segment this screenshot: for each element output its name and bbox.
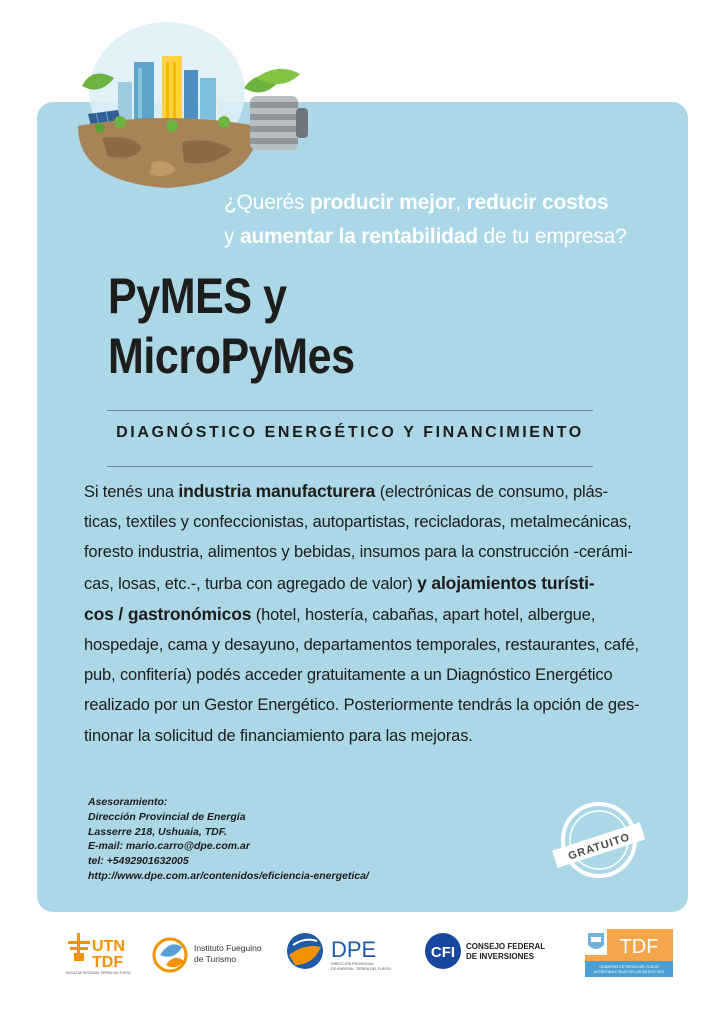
body-line: tinonar la solicitud de financiamiento para las mejoras. <box>84 726 473 745</box>
title-line-2: MicroPyMes <box>108 328 355 384</box>
body-line: cos / gastronómicos (hotel, hostería, cabañas, apart hotel, albergue, <box>84 603 596 624</box>
tdf-text: TDF <box>92 954 124 971</box>
question-line-2: y aumentar la rentabilidad de tu empresa? <box>224 225 627 248</box>
dpe-subtext-2: DE ENERGÍA - TIERRA DEL FUEGO <box>331 967 391 971</box>
body-line: pub, confitería) podés acceder gratuitamente a un Diagnóstico Energético <box>84 666 613 685</box>
contact-email: E-mail: mario.carro@dpe.com.ar <box>88 840 250 853</box>
iftur-text-1: Instituto Fueguino <box>194 943 262 953</box>
contact-info <box>88 795 428 884</box>
utn-logo <box>64 925 134 981</box>
utn-subtext: FACULTAD REGIONAL TIERRA DEL FUEGO <box>66 971 131 975</box>
tdf-text: TDF <box>619 936 659 958</box>
sponsor-logos <box>0 925 724 985</box>
stamp-label: GRATUITO <box>566 831 632 863</box>
body-line: Si tenés una industria manufacturera (electrónicas de consumo, plás- <box>84 481 608 501</box>
lightbulb-city-illustration <box>72 22 312 194</box>
utn-text: UTN <box>92 938 125 955</box>
question-line-1: ¿Querés producir mejor, reducir costos <box>224 191 609 214</box>
contact-phone: tel: +5492901632005 <box>88 855 189 868</box>
title-line-1: PyMES y <box>108 268 287 324</box>
divider-top <box>107 410 593 411</box>
contact-url: http://www.dpe.com.ar/contenidos/eficiencia-energetica/ <box>88 869 369 882</box>
contact-address: Lasserre 218, Ushuaia, TDF. <box>88 825 227 838</box>
dpe-subtext-1: DIRECCIÓN PROVINCIAL <box>331 962 374 966</box>
body-line: ticas, textiles y confeccionistas, autopartistas, recicladoras, metalmecánicas, <box>84 513 632 532</box>
body-line: cas, losas, etc.-, turba con agregado de valor) y alojamientos turísti- <box>84 572 595 593</box>
cfi-logo <box>424 925 554 981</box>
tdf-logo <box>583 925 675 981</box>
iftur-logo <box>152 925 272 981</box>
contact-org: Dirección Provincial de Energía <box>88 810 246 823</box>
cfi-text: CFI <box>430 944 456 961</box>
dpe-text: DPE <box>331 937 377 962</box>
tdf-subtext-1: GOBIERNO DE TIERRA DEL FUEGO <box>599 965 659 969</box>
dpe-logo <box>285 925 405 981</box>
headline-question <box>224 186 694 254</box>
iftur-text-2: de Turismo <box>194 954 237 964</box>
divider-bottom <box>107 466 593 467</box>
tdf-subtext-2: ANTÁRTIDA E ISLAS DEL ATLÁNTICO SUR <box>594 970 664 974</box>
body-line: foresto industria, alimentos y bebidas, insumos para la construcción -cerámi- <box>84 543 633 562</box>
body-line: hospedaje, cama y desayuno, departamentos temporales, restaurantes, café, <box>84 636 639 655</box>
contact-heading: Asesoramiento: <box>88 796 168 808</box>
body-paragraph <box>84 476 654 751</box>
subtitle: DIAGNÓSTICO ENERGÉTICO Y FINANCIMIENTO <box>116 424 584 441</box>
page-title <box>108 266 555 386</box>
cfi-line-1: CONSEJO FEDERAL <box>466 942 546 951</box>
cfi-line-2: DE INVERSIONES <box>466 952 535 961</box>
gratuito-stamp <box>545 800 653 880</box>
body-line: realizado por un Gestor Energético. Posteriormente tendrás la opción de ges- <box>84 696 640 715</box>
